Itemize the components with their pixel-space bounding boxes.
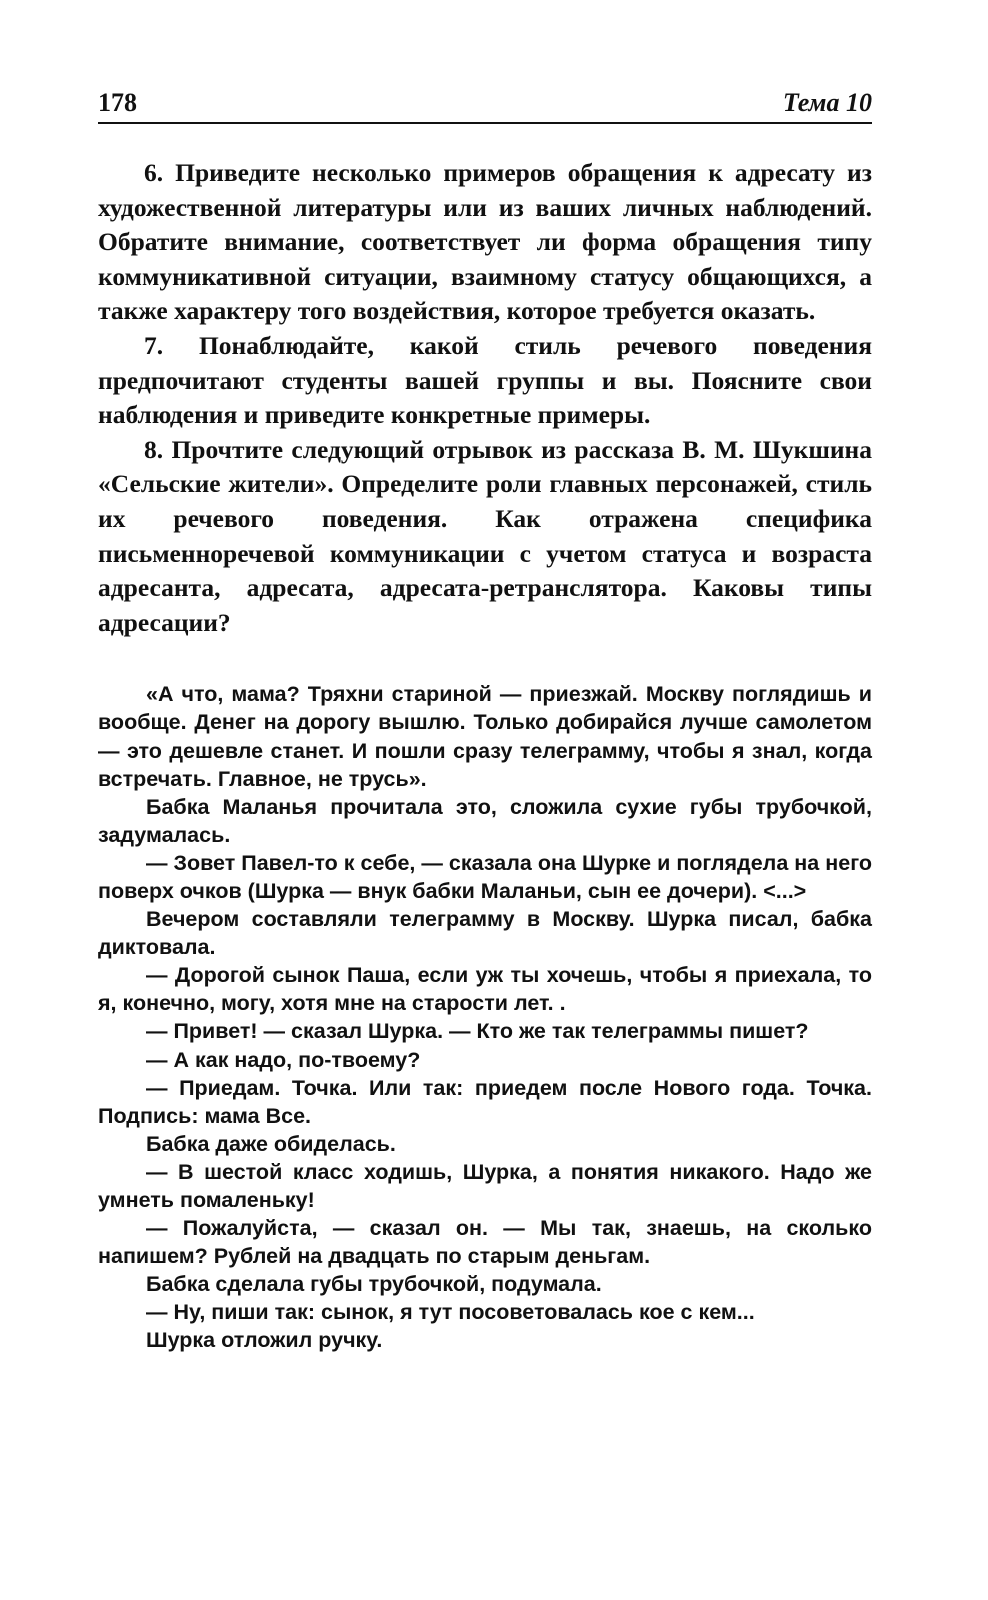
excerpt-paragraph: «А что, мама? Тряхни стариной — приезжай. Москву поглядишь и вообще. Денег на дорогу вышлю. Только добирайся лучше самолетом — это дешевле станет. И пошли сразу телеграмму, чтобы я знал, когда встречать. Главное, не трусь». (98, 682, 872, 791)
excerpt-paragraph: Бабка Маланья прочитала это, сложила сухие губы трубочкой, задумалась. (98, 794, 872, 847)
excerpt-paragraph: — Ну, пиши так: сынок, я тут посоветовалась кое с кем... (146, 1300, 755, 1325)
excerpt-paragraph: Шурка отложил ручку. (146, 1328, 383, 1353)
excerpt-paragraph: — Пожалуйста, — сказал он. — Мы так, знаешь, на сколько напишем? Рублей на двадцать по старым деньгам. (98, 1216, 872, 1269)
task-7: 7. Понаблюдайте, какой стиль речевого поведения предпочитают студенты вашей группы и вы. Поясните свои наблюдения и приведите конкретные примеры. (98, 330, 872, 430)
running-header (98, 86, 872, 124)
excerpt-paragraph: — В шестой класс ходишь, Шурка, а понятия никакого. Надо же умнеть помаленьку! (98, 1159, 872, 1212)
excerpt-paragraph: Вечером составляли телеграмму в Москву. Шурка писал, бабка диктовала. (98, 907, 872, 960)
excerpt-paragraph: — А как надо, по-твоему? (146, 1047, 421, 1072)
excerpt-paragraph: — Приедам. Точка. Или так: приедем после Нового года. Точка. Подпись: мама Все. (98, 1075, 872, 1128)
section-title: Тема 10 (782, 88, 872, 117)
excerpt-paragraph: Бабка даже обиделась. (146, 1131, 396, 1156)
task-6: 6. Приведите несколько примеров обращения к адресату из художественной литературы или из ваших личных наблюдений. Обратите внимание, соответствует ли форма обращения типу коммуникативной ситуации, взаимному статусу общающихся, а также характеру того воздействия, которое требуется оказать. (98, 158, 872, 326)
book-page (98, 86, 872, 1355)
excerpt-paragraph: — Привет! — сказал Шурка. — Кто же так телеграммы пишет? (146, 1019, 809, 1044)
excerpt-paragraph: — Дорогой сынок Паша, если уж ты хочешь, чтобы я приехала, то я, конечно, могу, хотя мне на старости лет. . (98, 963, 872, 1016)
excerpt-paragraph: — Зовет Павел-то к себе, — сказала она Шурке и поглядела на него поверх очков (Шурка — внук бабки Маланьи, сын ее дочери). <...> (98, 850, 872, 903)
task-list (98, 156, 872, 640)
task-8: 8. Прочтите следующий отрывок из рассказа В. М. Шукшина «Сельские жители». Определите роли главных персонажей, стиль их речевого поведения. Как отражена специфика письменноречевой коммуникации с учетом статуса и возраста адресанта, адресата, адресата-ретранслятора. Каковы типы адресации? (98, 434, 872, 637)
excerpt-paragraph: Бабка сделала губы трубочкой, подумала. (146, 1272, 602, 1297)
page-number: 178 (98, 88, 137, 117)
story-excerpt (98, 680, 872, 1354)
